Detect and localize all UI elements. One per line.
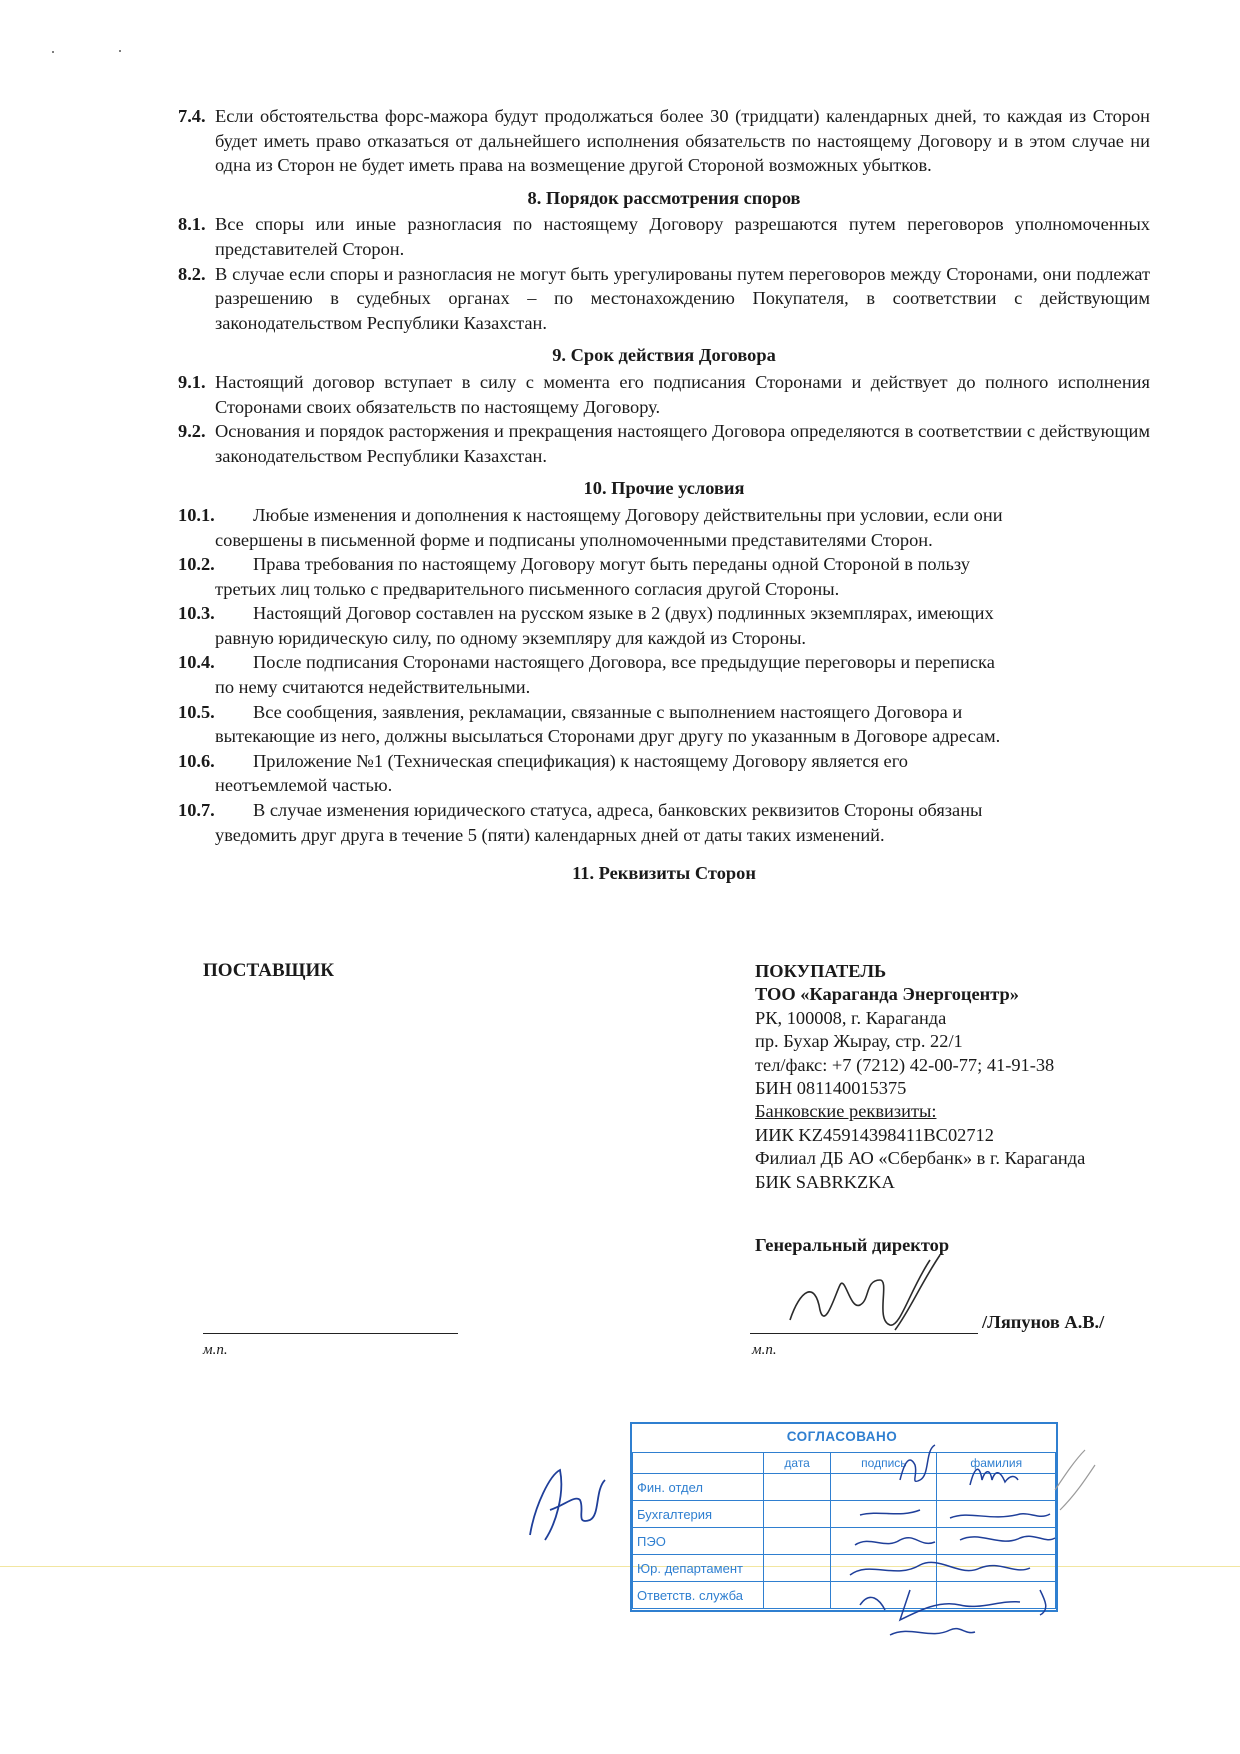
clause-text-continued: вытекающие из него, должны высылаться Сторонами друг другу по указанным в Договоре адресам. xyxy=(215,726,1001,747)
buyer-signature xyxy=(780,1250,960,1340)
clause-text-continued: по нему считаются недействительными. xyxy=(215,677,531,698)
buyer-address-line-1: РК, 100008, г. Караганда xyxy=(755,1007,947,1028)
clause-text-first-line: Любые изменения и дополнения к настоящему Договору действительны при условии, если они xyxy=(253,504,1003,525)
clause-text-continued: равную юридическую силу, по одному экземпляру для каждой из Стороны. xyxy=(215,627,807,648)
clause-10-3 xyxy=(178,601,1150,626)
clause-number: 10.3. xyxy=(178,603,215,624)
clause-number: 10.5. xyxy=(178,701,215,722)
stamp-col-surname: фамилия xyxy=(937,1453,1056,1474)
stamp-cell xyxy=(764,1474,831,1501)
clause-text: Если обстоятельства форс-мажора будут продолжаться более 30 (тридцати) календарных дней, то каждая из Сторон будет иметь право отказаться от дальнейшего исполнения обязательств по настоящему Договору и в этом случае ни одна из Сторон не будет иметь права на возмещение другой Стороной возможных убытков. xyxy=(215,106,1150,176)
clause-text-continued: уведомить друг друга в течение 5 (пяти) календарных дней от даты таких изменений. xyxy=(215,824,885,845)
clause-number: 10.7. xyxy=(178,800,215,821)
clause-10-2 xyxy=(178,552,1150,577)
clause-number: 8.2. xyxy=(178,263,206,284)
clause-text-continued: совершены в письменной форме и подписаны уполномоченными представителями Сторон. xyxy=(215,529,933,550)
stamp-cell xyxy=(764,1501,831,1528)
stamp-row-label: ПЭО xyxy=(633,1528,764,1555)
clause-8-2 xyxy=(178,262,1150,336)
clause-number: 10.2. xyxy=(178,554,215,575)
buyer-iik: ИИК KZ45914398411BC02712 xyxy=(755,1124,994,1145)
clause-number: 10.4. xyxy=(178,652,215,673)
section-heading-10: 10. Прочие условия xyxy=(583,478,745,499)
clause-text-first-line: Права требования по настоящему Договору могут быть переданы одной Стороной в пользу xyxy=(253,554,970,575)
contract-text xyxy=(178,104,1150,888)
stamp-signatures xyxy=(840,1440,1100,1650)
buyer-title: ПОКУПАТЕЛЬ xyxy=(755,961,887,981)
stamp-title: СОГЛАСОВАНО xyxy=(786,1429,898,1444)
stamp-cell xyxy=(764,1555,831,1582)
clause-10-7 xyxy=(178,798,1150,823)
stamp-row-label: Юр. департамент xyxy=(633,1555,764,1582)
clause-number: 8.1. xyxy=(178,214,206,235)
clause-text-first-line: Настоящий Договор составлен на русском языке в 2 (двух) подлинных экземплярах, имеющих xyxy=(253,603,994,624)
buyer-signer-name: /Ляпунов А.В./ xyxy=(982,1312,1105,1332)
clause-text-first-line: Все сообщения, заявления, рекламации, связанные с выполнением настоящего Договора и xyxy=(253,701,963,722)
scan-speck xyxy=(119,50,121,52)
approval-initials xyxy=(520,1455,620,1555)
buyer-bik: БИК SABRKZKA xyxy=(755,1171,895,1192)
clause-text-continued: третьих лиц только с предварительного письменного согласия другой Стороны. xyxy=(215,578,840,599)
section-heading-8: 8. Порядок рассмотрения споров xyxy=(527,187,801,208)
clause-10-5 xyxy=(178,700,1150,725)
buyer-details xyxy=(755,960,1085,1194)
stamp-row-label: Фин. отдел xyxy=(633,1474,764,1501)
buyer-phone: тел/факс: +7 (7212) 42-00-77; 41-91-38 xyxy=(755,1054,1055,1075)
clause-text-first-line: После подписания Сторонами настоящего Договора, все предыдущие переговоры и переписка xyxy=(253,652,995,673)
buyer-seal-label: м.п. xyxy=(752,1342,777,1358)
buyer-bank: Филиал ДБ АО «Сбербанк» в г. Караганда xyxy=(755,1148,1086,1169)
clause-text: Основания и порядок расторжения и прекращения настоящего Договора определяются в соответствии с действующим законодательством Республики Казахстан. xyxy=(215,421,1150,466)
clause-text-first-line: Приложение №1 (Техническая спецификация) к настоящему Договору является его xyxy=(253,750,908,771)
supplier-title: ПОСТАВЩИК xyxy=(203,960,335,981)
clause-10-4 xyxy=(178,650,1150,675)
stamp-col-date: дата xyxy=(764,1453,831,1474)
stamp-header-empty xyxy=(633,1453,764,1474)
stamp-cell xyxy=(764,1528,831,1555)
clause-text: Настоящий договор вступает в силу с момента его подписания Сторонами и действует до полного исполнения Сторонами своих обязательств по настоящему Договору. xyxy=(215,371,1150,417)
clause-10-6 xyxy=(178,749,1150,774)
clause-text: В случае если споры и разногласия не могут быть урегулированы путем переговоров между Сторонами, они подлежат разрешению в судебных органах – по местонахождению Покупателя, в соответствии с действующим законодательством Республики Казахстан. xyxy=(215,263,1150,333)
supplier-seal-label: м.п. xyxy=(203,1342,228,1358)
buyer-bin: БИН 081140015375 xyxy=(755,1078,907,1099)
clause-number: 9.2. xyxy=(178,421,206,442)
stamp-cell xyxy=(764,1582,831,1609)
clause-number: 9.1. xyxy=(178,371,206,392)
buyer-company-name: ТОО «Караганда Энергоцентр» xyxy=(755,984,1019,1005)
clause-8-1 xyxy=(178,212,1150,261)
section-heading-11: 11. Реквизиты Сторон xyxy=(572,863,756,884)
buyer-address-line-2: пр. Бухар Жырау, стр. 22/1 xyxy=(755,1031,963,1052)
buyer-position: Генеральный директор xyxy=(755,1235,950,1255)
clause-number: 7.4. xyxy=(178,106,206,126)
clause-9-1 xyxy=(178,370,1150,419)
clause-number: 10.1. xyxy=(178,504,215,525)
clause-number: 10.6. xyxy=(178,750,215,771)
clause-text: Все споры или иные разногласия по настоящему Договору разрешаются путем переговоров уполномоченных представителей Сторон. xyxy=(215,214,1150,259)
supplier-signature-line xyxy=(203,1333,458,1334)
clause-9-2 xyxy=(178,419,1150,468)
clause-text-first-line: В случае изменения юридического статуса, адреса, банковских реквизитов Стороны обязаны xyxy=(253,800,983,821)
clause-10-1 xyxy=(178,503,1150,528)
clause-text-continued: неотъемлемой частью. xyxy=(215,775,393,796)
section-heading-9: 9. Срок действия Договора xyxy=(552,345,776,366)
buyer-bank-label: Банковские реквизиты: xyxy=(755,1101,937,1122)
stamp-row-label: Бухгалтерия xyxy=(633,1501,764,1528)
clause-7-4 xyxy=(178,104,1150,178)
stamp-row-label: Ответств. служба xyxy=(633,1582,764,1609)
scan-speck xyxy=(52,51,54,53)
stamp-col-signature: подпись xyxy=(831,1453,937,1474)
